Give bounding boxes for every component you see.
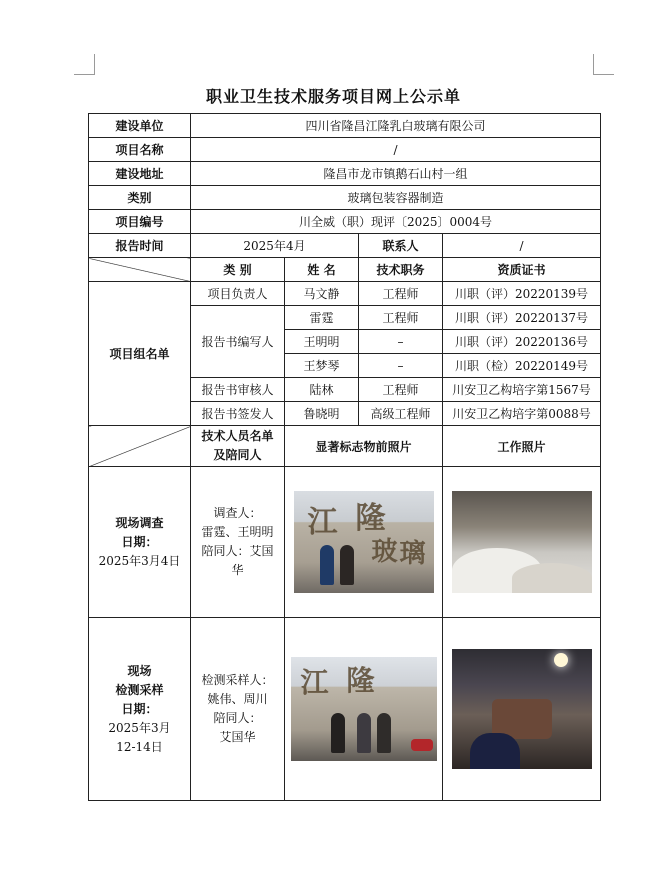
report-time-label: 报告时间 (89, 234, 191, 258)
sampling-staff-line1: 检测采样人： (201, 673, 274, 687)
survey-label (89, 467, 191, 618)
survey-staff-line2: 雷霆、王明明 (201, 525, 274, 539)
sign-char-1: 江 (307, 505, 338, 540)
row-report-time (89, 234, 601, 258)
person-figure (377, 713, 391, 753)
category-label: 类别 (89, 186, 191, 210)
person-figure (331, 713, 345, 753)
photos-header-row (89, 426, 601, 467)
issuer-name: 鲁晓明 (285, 402, 359, 426)
work-photo-header: 工作照片 (443, 426, 601, 467)
row-category (89, 186, 601, 210)
sampling-work-photo-cell (443, 618, 601, 801)
staff-header-line2: 及陪同人 (213, 448, 262, 462)
sampling-staff-line4: 艾国华 (219, 730, 256, 744)
row-project-name (89, 138, 601, 162)
issuer-cert: 川安卫乙构培字第0088号 (443, 402, 601, 426)
team-header-row (89, 258, 601, 282)
project-name-label: 项目名称 (89, 138, 191, 162)
sign-char-2: 隆 (346, 664, 375, 697)
staff-header-line1: 技术人员名单 (201, 429, 274, 443)
survey-row (89, 467, 601, 618)
person-figure (357, 713, 371, 753)
project-name-value: / (191, 138, 601, 162)
project-no-label: 项目编号 (89, 210, 191, 234)
light-glow (554, 653, 568, 667)
photos-diagonal-cell (89, 426, 191, 467)
page-title: 职业卫生技术服务项目网上公示单 (205, 87, 461, 106)
sampling-staff-line3: 陪同人： (213, 711, 262, 725)
survey-staff-line4: 华 (231, 563, 244, 577)
writer-1-name: 雷霆 (285, 306, 359, 330)
reviewer-role: 报告书审核人 (191, 378, 285, 402)
team-header-cert: 资质证书 (443, 258, 601, 282)
leader-name: 马文静 (285, 282, 359, 306)
team-row-leader (89, 282, 601, 306)
writer-3-cert: 川职（检）20220149号 (443, 354, 601, 378)
row-project-no (89, 210, 601, 234)
team-header-category: 类 别 (191, 258, 285, 282)
sign-char-4: 璃 (399, 539, 426, 569)
team-header-name: 姓 名 (285, 258, 359, 282)
crop-mark-top-left (74, 54, 95, 75)
leader-cert: 川职（评）20220139号 (443, 282, 601, 306)
contact-label: 联系人 (359, 234, 443, 258)
sampling-sign-photo-cell (285, 618, 443, 801)
issuer-title: 高级工程师 (359, 402, 443, 426)
sign-char-3: 玻 (371, 537, 398, 567)
address-value: 隆昌市龙市镇鹅石山村一组 (191, 162, 601, 186)
sampling-label-line1: 现场 (127, 663, 152, 678)
person-figure (320, 545, 334, 585)
survey-label-line1: 现场调查 (115, 515, 164, 530)
survey-staff (191, 467, 285, 618)
row-address (89, 162, 601, 186)
writer-role: 报告书编写人 (191, 306, 285, 378)
material-pile (512, 563, 592, 593)
survey-label-line2: 日期： (121, 534, 158, 549)
writer-2-name: 王明明 (285, 330, 359, 354)
survey-work-photo (452, 491, 592, 593)
reviewer-cert: 川安卫乙构培字第1567号 (443, 378, 601, 402)
person-figure (340, 545, 354, 585)
sign-char-1: 江 (300, 666, 329, 699)
sign-char-2: 隆 (355, 501, 386, 536)
sampling-sign-photo (291, 657, 437, 761)
contact-value: / (443, 234, 601, 258)
writer-2-cert: 川职（评）20220136号 (443, 330, 601, 354)
sampling-row (89, 618, 601, 801)
address-label: 建设地址 (89, 162, 191, 186)
sampling-staff (191, 618, 285, 801)
reviewer-name: 陆林 (285, 378, 359, 402)
sampling-work-photo (452, 649, 592, 769)
survey-sign-photo (294, 491, 434, 593)
writer-1-cert: 川职（评）20220137号 (443, 306, 601, 330)
staff-header (191, 426, 285, 467)
sampling-staff-line2: 姚伟、周川 (207, 692, 268, 706)
survey-work-photo-cell (443, 467, 601, 618)
category-value: 玻璃包装容器制造 (191, 186, 601, 210)
red-car (411, 739, 433, 751)
writer-3-title: – (359, 354, 443, 378)
reviewer-title: 工程师 (359, 378, 443, 402)
sampling-date-line2: 12-14日 (116, 739, 163, 754)
sampling-label-line2: 检测采样 (115, 682, 164, 697)
report-time-value: 2025年4月 (191, 234, 359, 258)
company-label: 建设单位 (89, 114, 191, 138)
team-header-title: 技术职务 (359, 258, 443, 282)
worker-figure (470, 733, 520, 769)
writer-2-title: – (359, 330, 443, 354)
team-section-label: 项目组名单 (89, 282, 191, 426)
leader-role: 项目负责人 (191, 282, 285, 306)
project-no-value: 川全威（职）现评〔2025〕0004号 (191, 210, 601, 234)
sampling-date-line1: 2025年3月 (108, 720, 171, 735)
sampling-label (89, 618, 191, 801)
row-company (89, 114, 601, 138)
leader-title: 工程师 (359, 282, 443, 306)
survey-sign-photo-cell (285, 467, 443, 618)
sampling-label-line3: 日期： (121, 701, 158, 716)
company-value: 四川省隆昌江隆乳白玻璃有限公司 (191, 114, 601, 138)
announcement-table (88, 113, 601, 801)
survey-staff-line1: 调查人： (213, 506, 262, 520)
sign-photo-header: 显著标志物前照片 (285, 426, 443, 467)
issuer-role: 报告书签发人 (191, 402, 285, 426)
writer-1-title: 工程师 (359, 306, 443, 330)
writer-3-name: 王梦琴 (285, 354, 359, 378)
diagonal-cell (89, 258, 191, 282)
survey-date: 2025年3月4日 (98, 553, 181, 568)
survey-staff-line3: 陪同人：艾国 (201, 544, 274, 558)
crop-mark-top-right (593, 54, 614, 75)
